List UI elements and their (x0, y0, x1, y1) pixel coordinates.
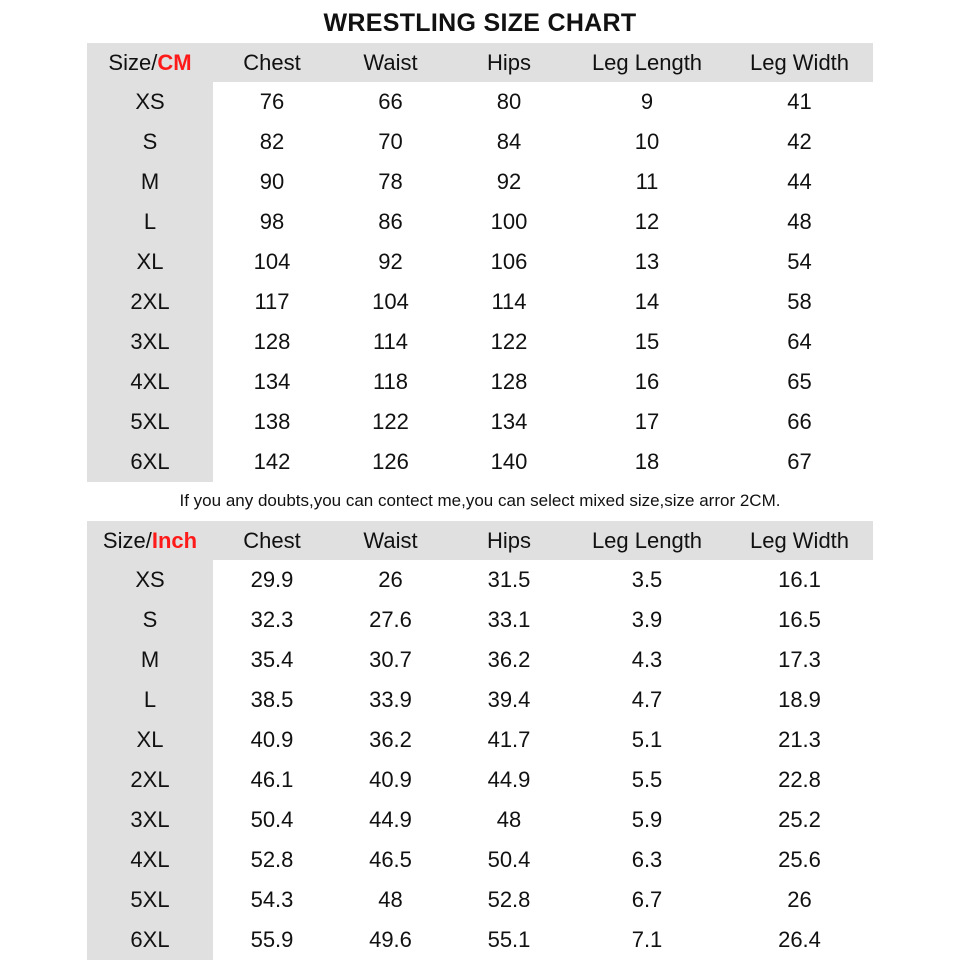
leg-length-cell: 5.9 (631, 807, 663, 832)
column-header-waist: Waist (331, 521, 450, 560)
leg-length-cell: 10 (634, 129, 660, 154)
chest-cell: 38.5 (250, 687, 294, 712)
waist-cell: 49.6 (369, 927, 412, 952)
leg-width-cell: 44 (787, 169, 812, 194)
hips-cell: 41.7 (487, 727, 531, 752)
leg-length-cell: 14 (634, 289, 660, 314)
size-cell: 4XL (87, 362, 213, 402)
size-cell: L (87, 202, 213, 242)
hips-cell: 92 (496, 169, 522, 194)
size-cell: 3XL (87, 322, 213, 362)
leg-width-cell: 18.9 (778, 687, 821, 712)
size-header-label: Size/ (102, 528, 152, 553)
waist-cell: 46.5 (369, 847, 412, 872)
hips-cell: 36.2 (487, 647, 531, 672)
leg-length-cell: 7.1 (631, 927, 663, 952)
hips-cell: 80 (496, 89, 522, 114)
chest-cell: 90 (259, 169, 285, 194)
chest-cell: 40.9 (250, 727, 294, 752)
leg-width-cell: 16.1 (778, 567, 821, 592)
chest-cell: 128 (253, 329, 291, 354)
leg-length-cell: 13 (634, 249, 660, 274)
waist-cell: 40.9 (369, 767, 412, 792)
leg-width-cell: 17.3 (778, 647, 821, 672)
table-row (87, 880, 873, 920)
table-row (87, 402, 873, 442)
leg-length-cell: 5.1 (631, 727, 663, 752)
waist-cell: 70 (378, 129, 403, 154)
size-cell: 3XL (87, 800, 213, 840)
table-row (87, 560, 873, 600)
waist-cell: 36.2 (369, 727, 412, 752)
column-header-leg-length: Leg Length (568, 521, 726, 560)
waist-cell: 118 (372, 369, 409, 394)
table-row (87, 282, 873, 322)
table-row (87, 720, 873, 760)
chest-cell: 46.1 (250, 767, 294, 792)
size-cell: M (87, 162, 213, 202)
waist-cell: 126 (372, 449, 409, 474)
leg-width-cell: 65 (787, 369, 812, 394)
page-title: WRESTLING SIZE CHART (323, 9, 637, 37)
waist-cell: 114 (372, 329, 409, 354)
size-cell: 5XL (87, 402, 213, 442)
waist-cell: 48 (378, 887, 403, 912)
hips-cell: 84 (496, 129, 522, 154)
leg-width-cell: 41 (787, 89, 812, 114)
table-row (87, 82, 873, 122)
table-header-row (87, 43, 873, 82)
size-cell: S (87, 122, 213, 162)
size-unit-header (87, 521, 213, 560)
chest-cell: 29.9 (250, 567, 294, 592)
leg-length-cell: 4.3 (631, 647, 663, 672)
leg-width-cell: 26.4 (778, 927, 821, 952)
waist-cell: 66 (378, 89, 403, 114)
table-row (87, 122, 873, 162)
column-header-chest: Chest (213, 521, 331, 560)
chest-cell: 138 (253, 409, 291, 434)
leg-width-cell: 67 (787, 449, 812, 474)
size-cell: 5XL (87, 880, 213, 920)
leg-length-cell: 5.5 (631, 767, 663, 792)
hips-cell: 106 (490, 249, 528, 274)
size-unit-header (87, 43, 213, 82)
leg-width-cell: 25.2 (778, 807, 821, 832)
size-cell: 6XL (87, 442, 213, 482)
leg-width-cell: 21.3 (778, 727, 821, 752)
leg-length-cell: 15 (634, 329, 660, 354)
unit-label-inch: Inch (151, 528, 198, 553)
chest-cell: 76 (259, 89, 285, 114)
table-row (87, 362, 873, 402)
leg-length-cell: 3.9 (631, 607, 663, 632)
column-header-hips: Hips (450, 43, 568, 82)
leg-width-cell: 66 (787, 409, 812, 434)
hips-cell: 140 (490, 449, 528, 474)
chest-cell: 98 (259, 209, 285, 234)
waist-cell: 86 (378, 209, 403, 234)
hips-cell: 50.4 (487, 847, 531, 872)
leg-length-cell: 6.3 (631, 847, 663, 872)
size-table-cm (87, 43, 873, 482)
hips-cell: 39.4 (487, 687, 531, 712)
waist-cell: 78 (378, 169, 403, 194)
chest-cell: 55.9 (250, 927, 294, 952)
waist-cell: 92 (378, 249, 403, 274)
waist-cell: 30.7 (369, 647, 412, 672)
leg-width-cell: 48 (787, 209, 812, 234)
table-header-row (87, 521, 873, 560)
table-row (87, 162, 873, 202)
waist-cell: 122 (372, 409, 409, 434)
waist-cell: 26 (378, 567, 403, 592)
leg-length-cell: 16 (634, 369, 660, 394)
hips-cell: 134 (490, 409, 528, 434)
leg-width-cell: 22.8 (778, 767, 821, 792)
leg-length-cell: 11 (635, 169, 659, 194)
leg-length-cell: 18 (634, 449, 660, 474)
chest-cell: 52.8 (250, 847, 294, 872)
table-row (87, 920, 873, 960)
chest-cell: 142 (253, 449, 291, 474)
hips-cell: 33.1 (487, 607, 531, 632)
leg-length-cell: 9 (640, 89, 654, 114)
table-row (87, 242, 873, 282)
table-row (87, 680, 873, 720)
size-cell: 2XL (87, 282, 213, 322)
column-header-hips: Hips (450, 521, 568, 560)
table-row (87, 800, 873, 840)
size-cell: 4XL (87, 840, 213, 880)
leg-width-cell: 26 (787, 887, 812, 912)
chest-cell: 82 (259, 129, 285, 154)
hips-cell: 48 (496, 807, 522, 832)
unit-label-cm: CM (157, 50, 192, 75)
hips-cell: 122 (490, 329, 528, 354)
waist-cell: 33.9 (369, 687, 412, 712)
size-table-inch (87, 521, 873, 960)
leg-length-cell: 6.7 (631, 887, 663, 912)
leg-width-cell: 54 (787, 249, 812, 274)
hips-cell: 100 (490, 209, 528, 234)
table-body (87, 82, 873, 482)
column-header-leg-length: Leg Length (568, 43, 726, 82)
leg-width-cell: 64 (787, 329, 812, 354)
hips-cell: 52.8 (487, 887, 531, 912)
waist-cell: 27.6 (369, 607, 412, 632)
chest-cell: 35.4 (250, 647, 294, 672)
table-row (87, 760, 873, 800)
table-row (87, 600, 873, 640)
size-cell: L (87, 680, 213, 720)
column-header-leg-width: Leg Width (726, 43, 873, 82)
size-cell: 6XL (87, 920, 213, 960)
leg-width-cell: 42 (787, 129, 812, 154)
hips-cell: 55.1 (487, 927, 531, 952)
leg-length-cell: 12 (634, 209, 660, 234)
size-cell: S (87, 600, 213, 640)
leg-width-cell: 16.5 (778, 607, 821, 632)
chest-cell: 32.3 (250, 607, 294, 632)
chest-cell: 134 (253, 369, 291, 394)
size-cell: XL (87, 242, 213, 282)
leg-width-cell: 25.6 (778, 847, 821, 872)
size-cell: M (87, 640, 213, 680)
table-row (87, 640, 873, 680)
hips-cell: 31.5 (487, 567, 531, 592)
chest-cell: 50.4 (250, 807, 294, 832)
size-cell: XL (87, 720, 213, 760)
column-header-leg-width: Leg Width (726, 521, 873, 560)
leg-length-cell: 17 (634, 409, 660, 434)
table-row (87, 322, 873, 362)
size-header-label: Size/ (108, 50, 158, 75)
table-row (87, 442, 873, 482)
leg-length-cell: 3.5 (631, 567, 663, 592)
waist-cell: 104 (372, 289, 409, 314)
hips-cell: 44.9 (487, 767, 531, 792)
chest-cell: 54.3 (250, 887, 294, 912)
size-cell: XS (87, 82, 213, 122)
table-row (87, 202, 873, 242)
column-header-chest: Chest (213, 43, 331, 82)
hips-cell: 128 (490, 369, 528, 394)
size-cell: 2XL (87, 760, 213, 800)
table-row (87, 840, 873, 880)
hips-cell: 114 (491, 289, 527, 314)
table-body (87, 560, 873, 960)
column-header-waist: Waist (331, 43, 450, 82)
leg-width-cell: 58 (787, 289, 812, 314)
chest-cell: 117 (254, 289, 290, 314)
leg-length-cell: 4.7 (631, 687, 663, 712)
size-note: If you any doubts,you can contect me,you can select mixed size,size arror 2CM. (179, 491, 781, 510)
chest-cell: 104 (253, 249, 291, 274)
size-cell: XS (87, 560, 213, 600)
waist-cell: 44.9 (369, 807, 412, 832)
